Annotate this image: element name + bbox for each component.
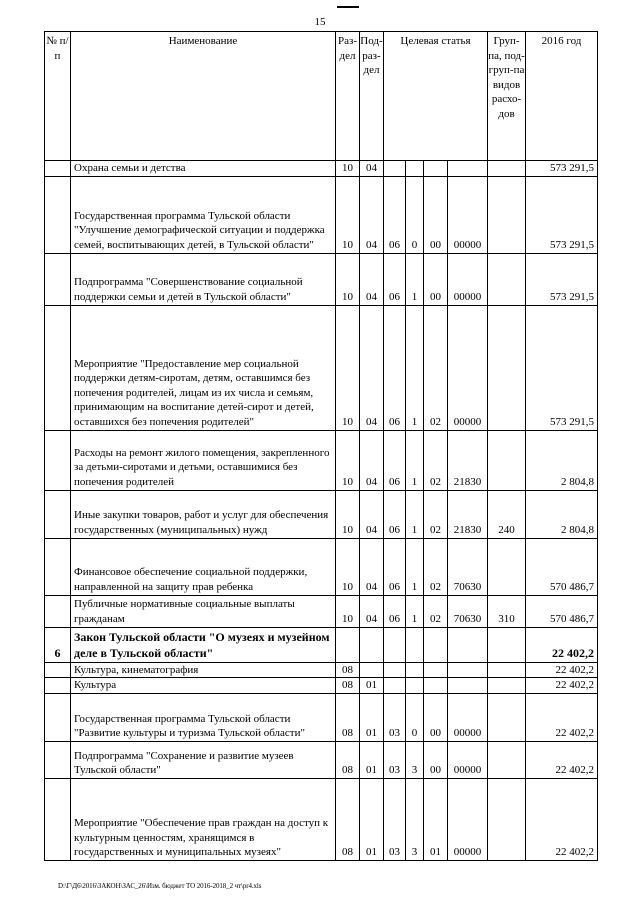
cell-vr: 310	[488, 595, 526, 627]
cell-t3: 01	[424, 778, 448, 860]
cell-vr	[488, 538, 526, 595]
cell-vr	[488, 693, 526, 741]
cell-name: Иные закупки товаров, работ и услуг для обеспечения государственных (муниципальных) нужд	[71, 490, 336, 538]
cell-rz: 10	[336, 595, 360, 627]
table-row	[45, 176, 598, 253]
cell-t2: 1	[406, 595, 424, 627]
cell-t4	[448, 627, 488, 662]
header-podrazdel: Под-раз-дел	[360, 32, 384, 161]
cell-rz	[336, 627, 360, 662]
cell-name: Публичные нормативные социальные выплаты гражданам	[71, 595, 336, 627]
cell-sum: 22 402,2	[526, 662, 598, 678]
table-row	[45, 253, 598, 305]
cell-num	[45, 741, 71, 778]
cell-name: Расходы на ремонт жилого помещения, закрепленного за детьми-сиротами и детьми, оставшимися без попечения родителей	[71, 430, 336, 490]
header-year: 2016 год	[526, 32, 598, 161]
cell-t4	[448, 161, 488, 177]
cell-t2	[406, 161, 424, 177]
cell-t4: 21830	[448, 490, 488, 538]
table-row	[45, 490, 598, 538]
cell-t1: 06	[384, 305, 406, 430]
cell-rz: 10	[336, 161, 360, 177]
cell-num	[45, 176, 71, 253]
cell-name: Мероприятие "Предоставление мер социальной поддержки детям-сиротам, детям, оставшимся без попечения родителей, лицам из их числа и семьям, принимающим на воспитание детей-сирот и детей, оставшихся без попечения родителей"	[71, 305, 336, 430]
cell-vr	[488, 305, 526, 430]
cell-pr	[360, 627, 384, 662]
cell-t1: 03	[384, 741, 406, 778]
header-name: Наименование	[71, 32, 336, 161]
cell-t3: 00	[424, 741, 448, 778]
cell-rz: 08	[336, 741, 360, 778]
cell-t2: 1	[406, 490, 424, 538]
cell-vr	[488, 662, 526, 678]
cell-pr: 01	[360, 741, 384, 778]
cell-t3	[424, 662, 448, 678]
table-row	[45, 778, 598, 860]
cell-sum: 573 291,5	[526, 305, 598, 430]
cell-num	[45, 161, 71, 177]
cell-rz: 10	[336, 176, 360, 253]
cell-t4: 00000	[448, 253, 488, 305]
cell-t3: 00	[424, 176, 448, 253]
cell-pr	[360, 662, 384, 678]
cell-t1	[384, 662, 406, 678]
cell-t4: 00000	[448, 741, 488, 778]
cell-sum: 573 291,5	[526, 176, 598, 253]
cell-vr	[488, 627, 526, 662]
cell-rz: 08	[336, 662, 360, 678]
cell-t2: 0	[406, 693, 424, 741]
cell-sum: 22 402,2	[526, 693, 598, 741]
cell-pr: 04	[360, 490, 384, 538]
cell-name: Подпрограмма "Сохранение и развитие музеев Тульской области"	[71, 741, 336, 778]
cell-num	[45, 538, 71, 595]
table-row	[45, 662, 598, 678]
table-row	[45, 161, 598, 177]
header-target: Целевая статья	[384, 32, 488, 161]
top-mark	[337, 6, 359, 8]
header-row	[45, 32, 598, 161]
cell-t1: 06	[384, 253, 406, 305]
cell-t2	[406, 662, 424, 678]
table-row	[45, 595, 598, 627]
table-row	[45, 627, 598, 662]
table-row	[45, 678, 598, 694]
cell-num	[45, 490, 71, 538]
cell-t2: 1	[406, 305, 424, 430]
cell-sum: 573 291,5	[526, 253, 598, 305]
cell-t3	[424, 627, 448, 662]
cell-num	[45, 693, 71, 741]
cell-t4: 00000	[448, 305, 488, 430]
cell-num	[45, 778, 71, 860]
cell-t3: 00	[424, 693, 448, 741]
cell-t2: 1	[406, 253, 424, 305]
cell-t4: 00000	[448, 176, 488, 253]
cell-t3	[424, 161, 448, 177]
cell-pr: 04	[360, 305, 384, 430]
cell-name: Государственная программа Тульской области "Развитие культуры и туризма Тульской области"	[71, 693, 336, 741]
cell-t1	[384, 678, 406, 694]
cell-vr	[488, 430, 526, 490]
cell-rz: 10	[336, 305, 360, 430]
cell-t1: 06	[384, 490, 406, 538]
table-row	[45, 741, 598, 778]
cell-name: Мероприятие "Обеспечение прав граждан на доступ к культурным ценностям, хранящимся в государственных и муниципальных музеях"	[71, 778, 336, 860]
cell-t2: 1	[406, 538, 424, 595]
cell-t3: 02	[424, 490, 448, 538]
cell-t1: 06	[384, 538, 406, 595]
cell-t3: 02	[424, 595, 448, 627]
cell-sum: 22 402,2	[526, 678, 598, 694]
cell-vr	[488, 778, 526, 860]
cell-t1	[384, 161, 406, 177]
table-row	[45, 693, 598, 741]
file-path-footer: D:\Г\Д6\2016\ЗАКОН\ЗАС_26\Изм. бюджет ТО 2016-2018_2 чт\pr4.xls	[58, 882, 262, 890]
cell-sum: 573 291,5	[526, 161, 598, 177]
cell-t3: 00	[424, 253, 448, 305]
cell-sum: 570 486,7	[526, 595, 598, 627]
cell-sum: 22 402,2	[526, 627, 598, 662]
cell-t3: 02	[424, 538, 448, 595]
cell-rz: 10	[336, 538, 360, 595]
cell-pr: 04	[360, 253, 384, 305]
budget-table	[44, 31, 598, 861]
cell-vr	[488, 253, 526, 305]
cell-t3: 02	[424, 305, 448, 430]
cell-sum: 22 402,2	[526, 741, 598, 778]
cell-t4	[448, 662, 488, 678]
cell-num	[45, 253, 71, 305]
cell-t4: 21830	[448, 430, 488, 490]
cell-pr: 04	[360, 176, 384, 253]
cell-rz: 08	[336, 693, 360, 741]
cell-name: Подпрограмма "Совершенствование социальной поддержки семьи и детей в Тульской области"	[71, 253, 336, 305]
cell-t2	[406, 678, 424, 694]
cell-name: Государственная программа Тульской области "Улучшение демографической ситуации и поддержка семей, воспитывающих детей, в Тульской области"	[71, 176, 336, 253]
cell-name: Культура	[71, 678, 336, 694]
cell-rz: 10	[336, 430, 360, 490]
cell-rz: 08	[336, 778, 360, 860]
cell-rz: 10	[336, 490, 360, 538]
cell-vr: 240	[488, 490, 526, 538]
cell-t4: 70630	[448, 538, 488, 595]
cell-pr: 01	[360, 693, 384, 741]
cell-pr: 04	[360, 430, 384, 490]
cell-sum: 570 486,7	[526, 538, 598, 595]
cell-pr: 04	[360, 161, 384, 177]
table-row	[45, 430, 598, 490]
cell-t3	[424, 678, 448, 694]
cell-t1: 06	[384, 595, 406, 627]
table-row	[45, 538, 598, 595]
cell-t2: 3	[406, 778, 424, 860]
cell-t2: 0	[406, 176, 424, 253]
cell-num: 6	[45, 627, 71, 662]
page-number: 15	[314, 16, 326, 28]
table-row	[45, 305, 598, 430]
cell-name: Финансовое обеспечение социальной поддержки, направленной на защиту прав ребенка	[71, 538, 336, 595]
cell-pr: 01	[360, 678, 384, 694]
cell-t1: 03	[384, 778, 406, 860]
cell-sum: 22 402,2	[526, 778, 598, 860]
cell-pr: 04	[360, 595, 384, 627]
header-num: № п/п	[45, 32, 71, 161]
cell-num	[45, 595, 71, 627]
cell-t1	[384, 627, 406, 662]
cell-t4: 00000	[448, 693, 488, 741]
cell-pr: 01	[360, 778, 384, 860]
cell-t2	[406, 627, 424, 662]
cell-t4	[448, 678, 488, 694]
cell-t2: 3	[406, 741, 424, 778]
cell-t2: 1	[406, 430, 424, 490]
cell-name: Культура, кинематография	[71, 662, 336, 678]
header-razdel: Раз-дел	[336, 32, 360, 161]
cell-vr	[488, 678, 526, 694]
cell-num	[45, 430, 71, 490]
cell-name: Охрана семьи и детства	[71, 161, 336, 177]
cell-vr	[488, 741, 526, 778]
cell-rz: 08	[336, 678, 360, 694]
cell-num	[45, 678, 71, 694]
cell-vr	[488, 176, 526, 253]
cell-rz: 10	[336, 253, 360, 305]
header-group: Груп-па, под-груп-па видов расхо-дов	[488, 32, 526, 161]
cell-t1: 03	[384, 693, 406, 741]
cell-pr: 04	[360, 538, 384, 595]
cell-num	[45, 305, 71, 430]
cell-t1: 06	[384, 176, 406, 253]
cell-t4: 00000	[448, 778, 488, 860]
cell-sum: 2 804,8	[526, 490, 598, 538]
cell-sum: 2 804,8	[526, 430, 598, 490]
cell-t4: 70630	[448, 595, 488, 627]
cell-vr	[488, 161, 526, 177]
cell-name: Закон Тульской области "О музеях и музейном деле в Тульской области"	[71, 627, 336, 662]
cell-t1: 06	[384, 430, 406, 490]
cell-num	[45, 662, 71, 678]
cell-t3: 02	[424, 430, 448, 490]
